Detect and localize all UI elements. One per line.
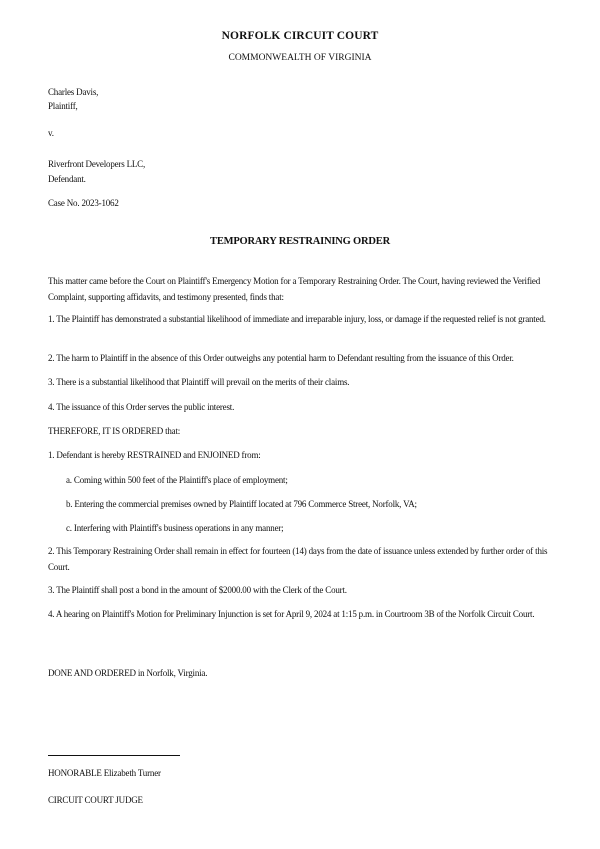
ordered-4: 4. A hearing on Plaintiff's Motion for Preliminary Injunction is set for April 9, 2024 at 1:15 p.m. in Courtroom 3B of the Norfolk Circuit Court. — [48, 609, 535, 619]
ordered-1: 1. Defendant is hereby RESTRAINED and ENJOINED from: — [48, 450, 261, 460]
restraint-c: c. Interfering with Plaintiff's business operations in any manner; — [66, 523, 284, 533]
plaintiff-name: Charles Davis, — [48, 87, 99, 97]
judge-name: HONORABLE Elizabeth Turner — [48, 768, 161, 778]
restraint-a: a. Coming within 500 feet of the Plaintiff's place of employment; — [66, 475, 288, 485]
defendant-name: Riverfront Developers LLC, — [48, 159, 146, 169]
finding-4: 4. The issuance of this Order serves the public interest. — [48, 402, 235, 412]
jurisdiction: COMMONWEALTH OF VIRGINIA — [228, 53, 372, 63]
versus: v. — [48, 128, 54, 138]
ordered-3: 3. The Plaintiff shall post a bond in the amount of $2000.00 with the Clerk of the Court. — [48, 585, 347, 595]
case-number: Case No. 2023-1062 — [48, 198, 119, 208]
ordered-2: 2. This Temporary Restraining Order shall remain in effect for fourteen (14) days from the date of issuance unless extended by further order of this Court. — [48, 546, 548, 572]
judge-title: CIRCUIT COURT JUDGE — [48, 795, 143, 805]
defendant-role: Defendant. — [48, 174, 86, 184]
signature-line — [48, 755, 180, 756]
court-name: NORFOLK CIRCUIT COURT — [221, 30, 379, 42]
plaintiff-role: Plaintiff, — [48, 101, 78, 111]
intro-paragraph: This matter came before the Court on Plaintiff's Emergency Motion for a Temporary Restraining Order. The Court, having reviewed the Verified Complaint, supporting affidavits, and testimony presented, finds that: — [48, 276, 541, 302]
finding-3: 3. There is a substantial likelihood that Plaintiff will prevail on the merits of their claims. — [48, 377, 350, 387]
finding-1: 1. The Plaintiff has demonstrated a substantial likelihood of immediate and irreparable injury, loss, or damage if the requested relief is not granted. — [48, 314, 546, 324]
order-title: TEMPORARY RESTRAINING ORDER — [210, 236, 390, 247]
restraint-b: b. Entering the commercial premises owned by Plaintiff located at 796 Commerce Street, Norfolk, VA; — [66, 499, 417, 509]
therefore-clause: THEREFORE, IT IS ORDERED that: — [48, 426, 181, 436]
finding-2: 2. The harm to Plaintiff in the absence of this Order outweighs any potential harm to Defendant resulting from the issuance of this Order. — [48, 353, 514, 363]
done-and-ordered: DONE AND ORDERED in Norfolk, Virginia. — [48, 668, 208, 678]
